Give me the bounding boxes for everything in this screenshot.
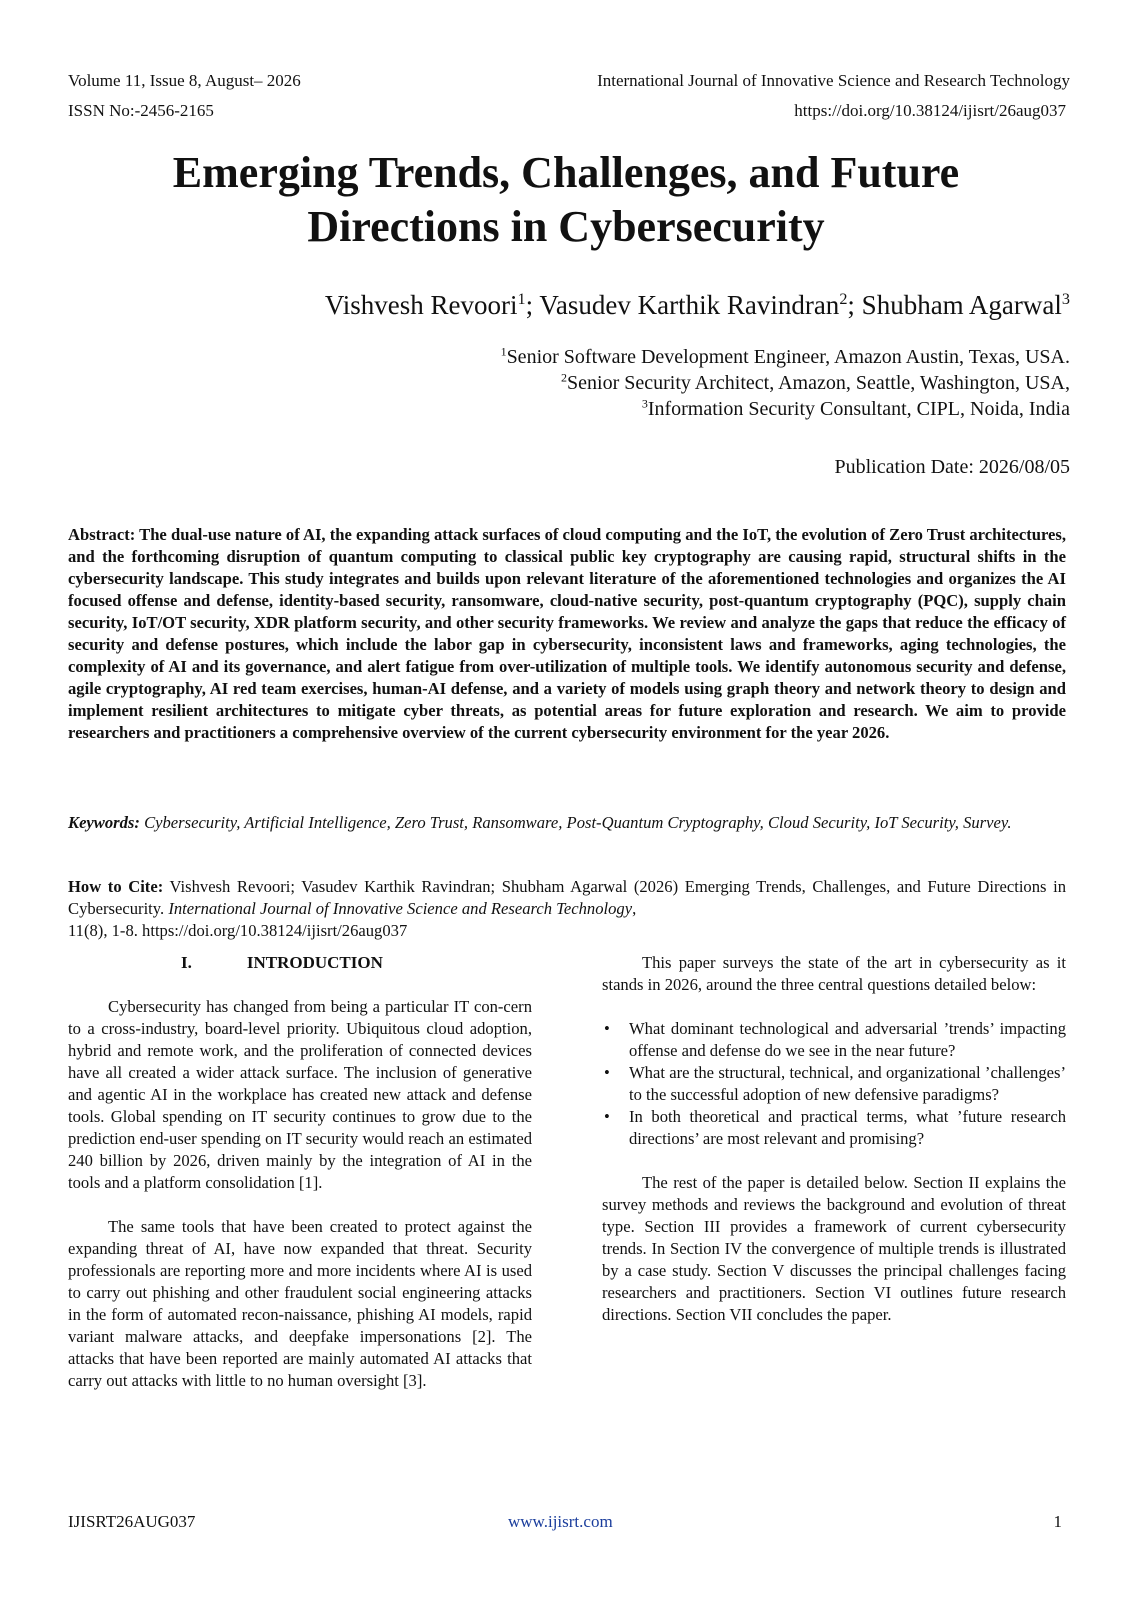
journal-name: International Journal of Innovative Science and Research Technology (597, 71, 1070, 90)
list-item (602, 1062, 1066, 1106)
website-link[interactable]: www.ijisrt.com (508, 1512, 613, 1531)
publication-date: Publication Date: 2026/08/05 (834, 456, 1070, 478)
question-text: What are the structural, technical, and organizational ’challenges’ to the successful adoption of new defensive paradigms? (629, 1063, 1066, 1104)
issn: ISSN No:-2456-2165 (68, 101, 214, 120)
affiliation-text: Senior Software Development Engineer, Amazon Austin, Texas, USA. (506, 346, 1070, 368)
affiliation-text: Information Security Consultant, CIPL, Noida, India (647, 398, 1070, 420)
keywords-label: Keywords: (68, 813, 140, 832)
affiliation-mark: 1 (500, 344, 507, 359)
survey-intro-paragraph: This paper surveys the state of the art in cybersecurity as it stands in 2026, around the three central questions detailed below: (602, 953, 1066, 994)
question-text: In both theoretical and practical terms, what ’future research directions’ are most relevant and promising? (629, 1107, 1066, 1148)
cite-journal: International Journal of Innovative Science and Research Technology (168, 899, 633, 918)
cite-text: Vishvesh Revoori; Vasudev Karthik Ravindran; Shubham Agarwal (2026) Emerging Trends, Challenges, and Future Directions in Cybersecurity. (68, 877, 1066, 918)
section-number: I. (181, 953, 192, 972)
affiliation-mark: 3 (641, 396, 648, 411)
author-separator: ; (525, 290, 540, 320)
author-affiliation-mark: 1 (517, 290, 526, 308)
bullet-icon: • (604, 1019, 610, 1038)
bullet-icon: • (604, 1107, 610, 1126)
affiliation-mark: 2 (561, 370, 568, 385)
affiliation-text: Senior Security Architect, Amazon, Seattle, Washington, USA, (567, 372, 1070, 394)
how-to-cite: How to Cite: Vishvesh Revoori; Vasudev Karthik Ravindran; Shubham Agarwal (2026) Emerging Trends, Challenges, and Future Directions in Cybersecurity. International Journal of Innovative Science and Research Technology, 11(8), 1-8. https://doi.org/10.38124/ijisrt/26aug037 (68, 877, 1066, 940)
abstract-text: The dual-use nature of AI, the expanding attack surfaces of cloud computing and the IoT, the evolution of Zero Trust architectures, and the forthcoming disruption of quantum computing to classical public key cryptography are causing rapid, structural shifts in the cybersecurity landscape. This study integrates and builds upon relevant literature of the aforementioned technologies and organizes the AI focused offense and defense, identity-based security, ransomware, cloud-native security, post-quantum cryptography (PQC), supply chain security, IoT/OT security, XDR platform security, and other security frameworks. We review and analyze the gaps that reduce the efficacy of security and defense postures, which include the labor gap in cybersecurity, inconsistent laws and frameworks, aging technologies, the complexity of AI and its governance, and alert fatigue from over-utilization of multiple tools. We identify autonomous security and defense, agile cryptography, AI red team exercises, human-AI defense, and a variety of models using graph theory and network theory to design and implement resilient architectures to mitigate cyber threats, as potential areas for future exploration and research. We aim to provide researchers and practitioners a comprehensive overview of the current cybersecurity environment for the year 2026. (68, 525, 1066, 742)
paper-outline-paragraph: The rest of the paper is detailed below. Section II explains the survey methods and reviews the background and evolution of threat type. Section III provides a framework of current cybersecurity trends. In Section IV the convergence of multiple trends is illustrated by a case study. Section V discusses the principal challenges facing researchers and practitioners. Section VI outlines future research directions. Section VII concludes the paper. (602, 1173, 1066, 1324)
paper-title (60, 146, 1072, 254)
abstract-label: Abstract: (68, 525, 136, 544)
author-name: Vasudev Karthik Ravindran (539, 290, 840, 320)
section-heading (68, 952, 532, 974)
affiliation-2 (561, 370, 1070, 396)
cite-label: How to Cite: (68, 877, 164, 896)
cite-tail: 11(8), 1-8. https://doi.org/10.38124/ijisrt/26aug037 (68, 921, 408, 940)
affiliation-3 (642, 396, 1070, 422)
author-name: Shubham Agarwal (861, 290, 1062, 320)
author-affiliation-mark: 3 (1061, 290, 1070, 308)
author-separator: ; (847, 290, 862, 320)
list-item (602, 1106, 1066, 1150)
section-title: INTRODUCTION (246, 953, 383, 972)
intro-paragraph-2: The same tools that have been created to protect against the expanding threat of AI, have now expanded that threat. Security professionals are reporting more and more incidents where AI is used to carry out phishing and other fraudulent social engineering attacks in the form of automated recon-naissance, phishing AI models, rapid variant malware attacks, and deepfake impersonations [2]. The attacks that have been reported are mainly automated AI attacks that carry out attacks with little to no human oversight [3]. (68, 1217, 532, 1390)
title-line-2: Directions in Cybersecurity (307, 202, 825, 251)
doi-link[interactable]: https://doi.org/10.38124/ijisrt/26aug037 (794, 101, 1066, 120)
abstract (68, 524, 1066, 744)
footer-paper-id: IJISRT26AUG037 (68, 1512, 196, 1531)
left-column (68, 952, 532, 1392)
page-number: 1 (1053, 1512, 1062, 1531)
author-list (325, 288, 1070, 322)
right-column (602, 952, 1066, 1326)
affiliation-1 (501, 344, 1070, 370)
title-line-1: Emerging Trends, Challenges, and Future (172, 148, 960, 197)
intro-paragraph-1: Cybersecurity has changed from being a particular IT con-cern to a cross-industry, board-level priority. Ubiquitous cloud adoption, hybrid and remote work, and the proliferation of connected devices have all created a wider attack surface. The inclusion of generative and agentic AI in the workplace has created new attack and defense tools. Global spending on IT security continues to grow due to the prediction end-user spending on IT security would reach an estimated 240 billion by 2026, driven mainly by the integration of AI in the tools and a platform consolidation [1]. (68, 997, 532, 1192)
volume-info: Volume 11, Issue 8, August– 2026 (68, 71, 301, 90)
author-name: Vishvesh Revoori (324, 290, 518, 320)
question-text: What dominant technological and adversarial ’trends’ impacting offense and defense do we see in the near future? (629, 1019, 1066, 1060)
keywords (68, 812, 1066, 834)
footer-website-link[interactable] (508, 1511, 613, 1533)
keywords-text: Cybersecurity, Artificial Intelligence, Zero Trust, Ransomware, Post-Quantum Cryptography, Cloud Security, IoT Security, Survey. (144, 813, 1012, 832)
list-item (602, 1018, 1066, 1062)
author-affiliation-mark: 2 (839, 290, 848, 308)
research-questions-list (602, 1018, 1066, 1150)
bullet-icon: • (604, 1063, 610, 1082)
